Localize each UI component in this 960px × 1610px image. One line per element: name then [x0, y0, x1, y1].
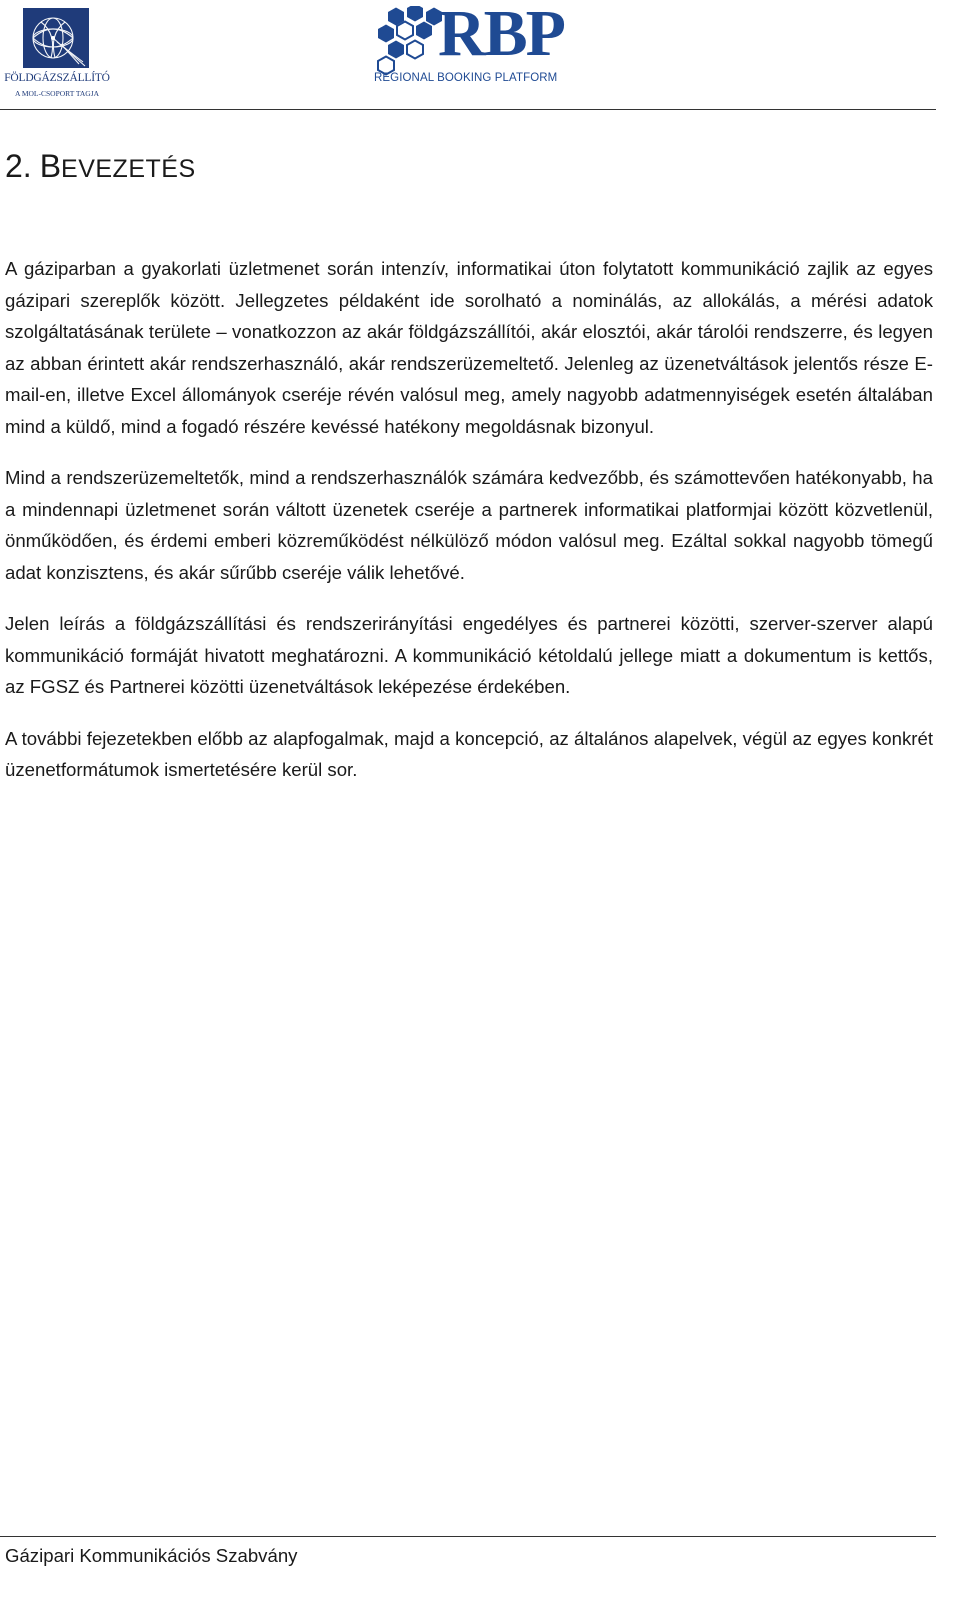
globe-seal-icon — [23, 8, 89, 68]
footer-title: Gázipari Kommunikációs Szabvány — [5, 1545, 298, 1566]
foldgazszallito-logo — [4, 6, 108, 98]
section-title-initial: B — [39, 148, 62, 184]
logo-tagline: A MOL-CSOPORT TAGJA — [14, 89, 100, 98]
document-body — [5, 120, 933, 780]
rbp-subtitle: REGIONAL BOOKING PLATFORM — [374, 72, 558, 84]
rbp-wordmark: RBP — [438, 0, 564, 70]
paragraph: A gáziparban a gyakorlati üzletmenet során intenzív, informatikai úton folytatott kommunikáció zajlik az egyes gázipari szereplők között. Jellegzetes példaként ide sorolható a nominálás, az allokálás, a mérési adatok szolgáltatásának területe – vonatkozzon az akár földgázszállítói, akár elosztói, akár tárolói rendszerre, és legyen az abban érintett akár rendszerhasználó, akár rendszerüzemeltető. Jelenleg az üzenetváltások jelentős része E-mail-en, illetve Excel állományok cseréje révén valósul meg, amely nagyobb adatmennyiségek esetén általában mind a küldő, mind a fogadó részére kevéssé hatékony megoldásnak bizonyul. — [5, 258, 933, 437]
paragraph: Mind a rendszerüzemeltetők, mind a rendszerhasználók számára kedvezőbb, és számottevően hatékonyabb, ha a mindennapi üzletmenet során váltott üzenetek cseréje a partnerek informatikai platformjai között közvetlenül, önműködően, és érdemi emberi közreműködést nélkülöző módon valósul meg. Ezáltal sokkal nagyobb tömegű adat konzisztens, és akár sűrűbb cseréje válik lehetővé. — [5, 467, 933, 583]
rbp-logo — [374, 0, 580, 88]
page-header — [0, 0, 960, 114]
hexagon-cluster-icon — [374, 6, 444, 76]
header-divider — [0, 109, 936, 110]
section-title — [5, 146, 933, 194]
logo-name: FÖLDGÁZSZÁLLÍTÓ — [4, 72, 110, 84]
paragraph: A további fejezetekben előbb az alapfogalmak, majd a koncepció, az általános alapelvek, végül az egyes konkrét üzenetformátumok ismertetésére kerül sor. — [5, 727, 933, 780]
paragraphs — [5, 253, 933, 806]
paragraph: Jelen leírás a földgázszállítási és rendszerirányítási engedélyes és partnerei közötti, szerver-szerver alapú kommunikáció formáját hivatott meghatározni. A kommunikáció kétoldalú jellege miatt a dokumentum is kettős, az FGSZ és Partnerei közötti üzenetváltások leképezése érdekében. — [5, 613, 933, 697]
section-number: 2. — [5, 148, 32, 184]
section-title-rest: EVEZETÉS — [61, 155, 196, 183]
footer-divider — [0, 1536, 936, 1537]
